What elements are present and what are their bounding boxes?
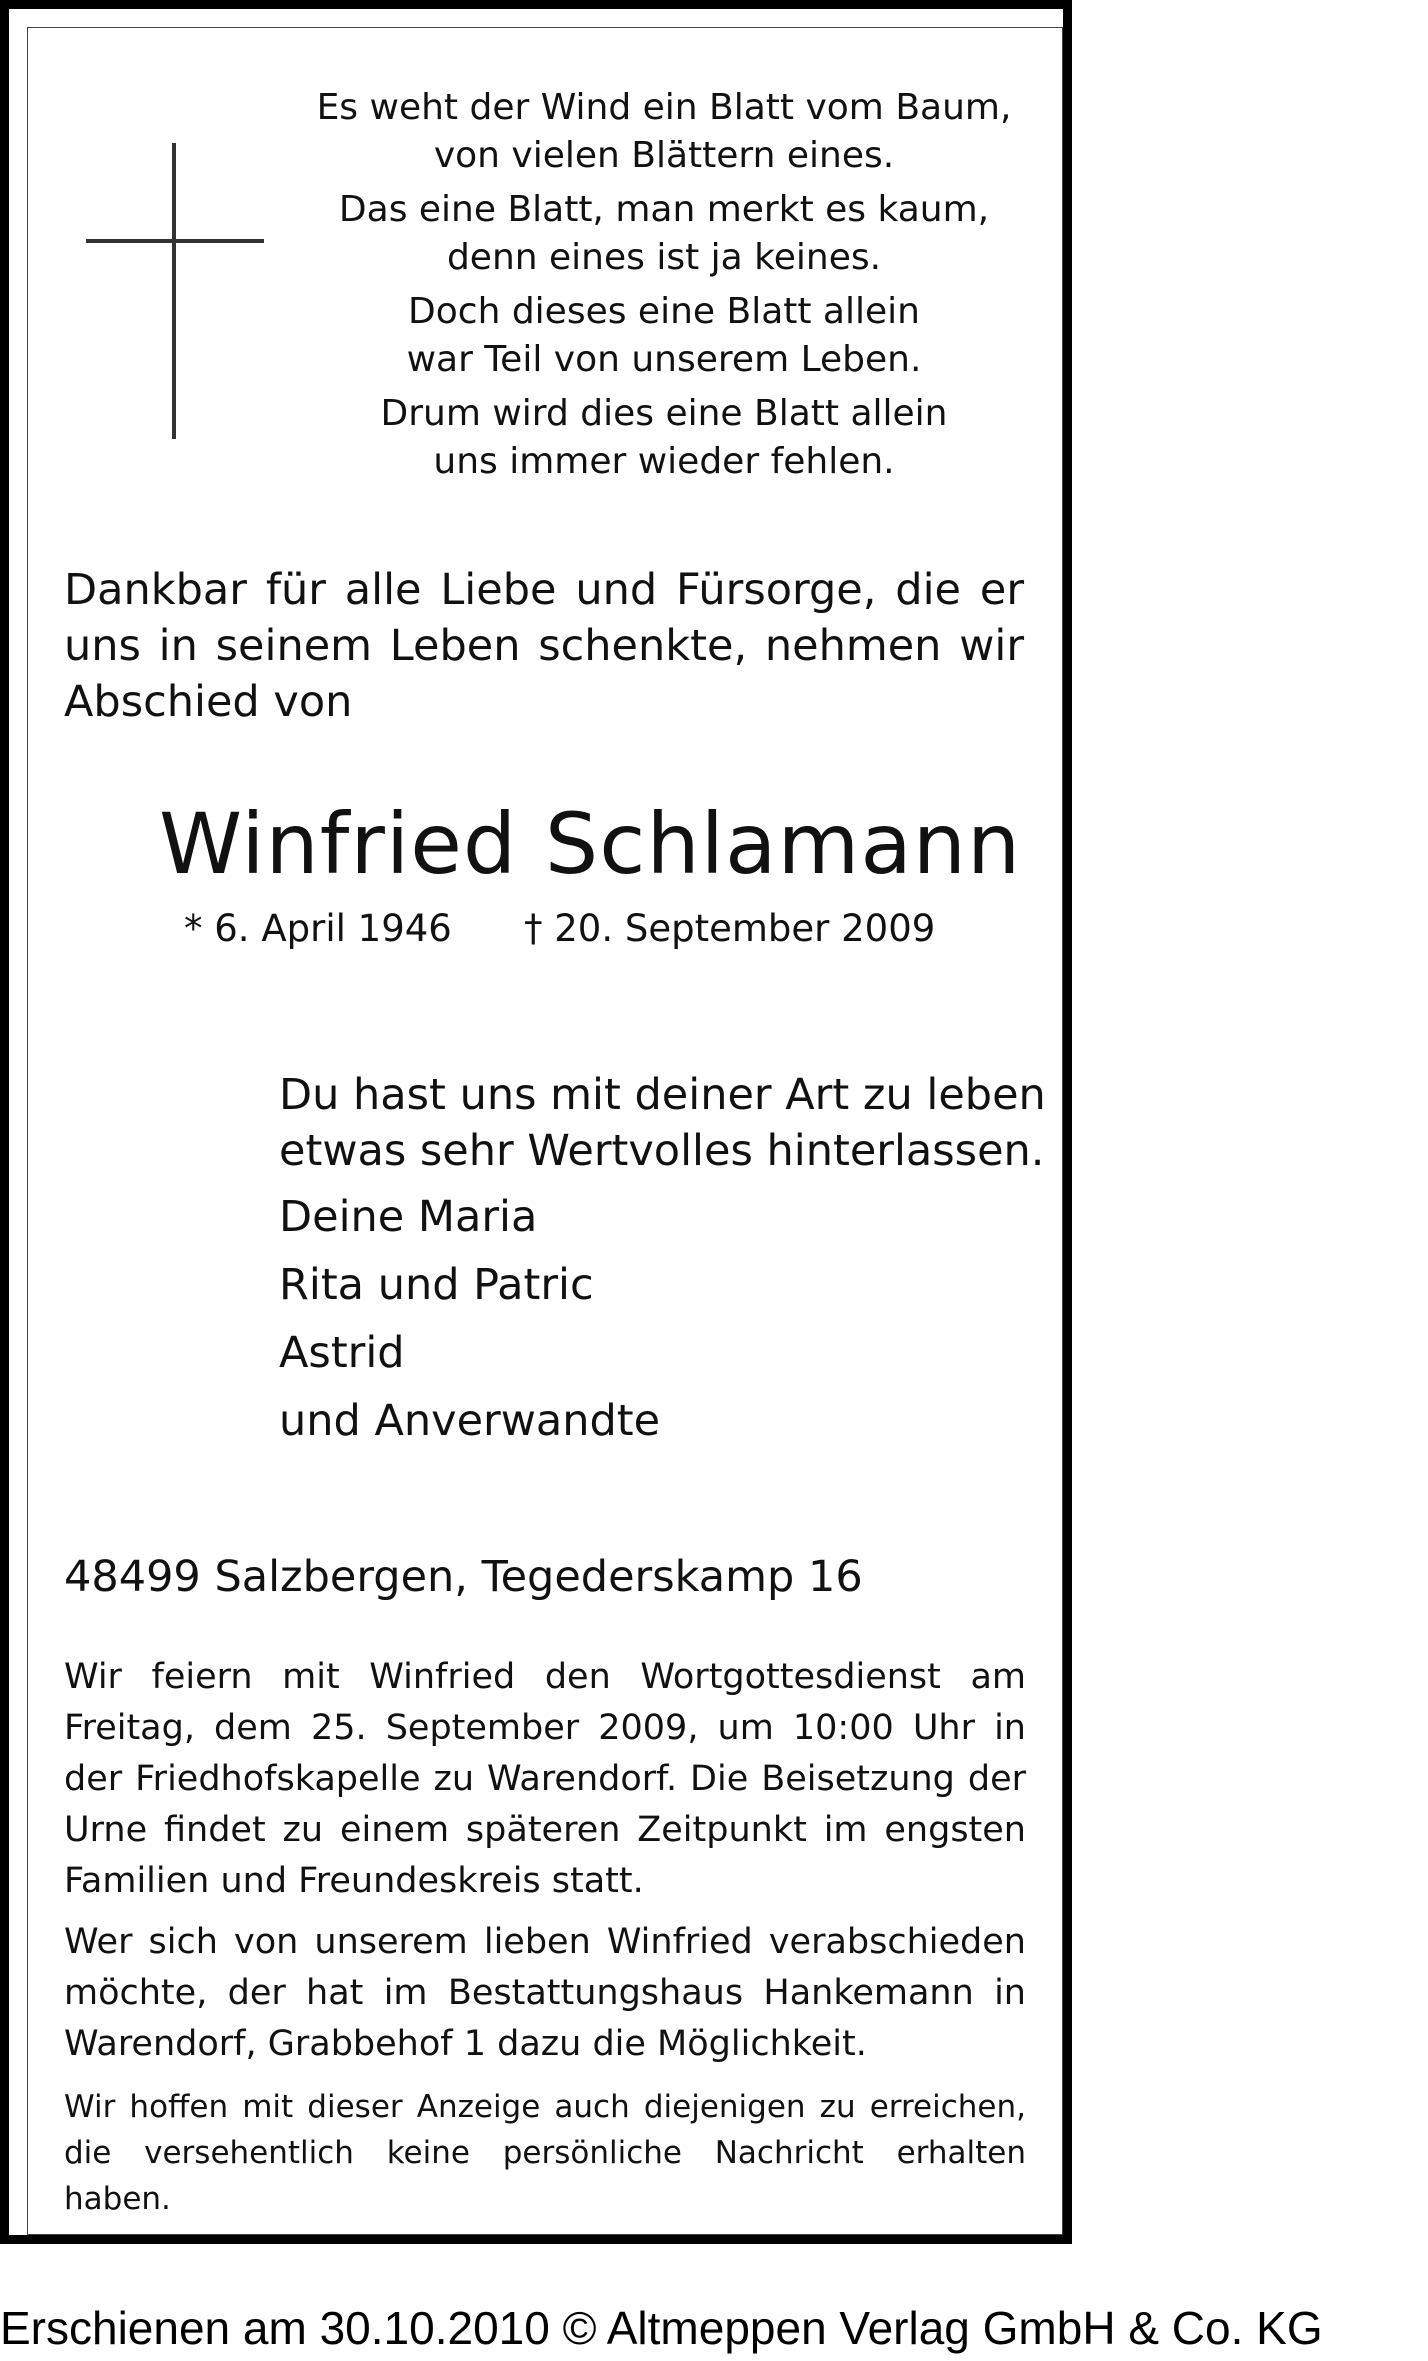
- family-member: Deine Maria: [279, 1192, 538, 1242]
- poem-line: Drum wird dies eine Blatt allein: [380, 393, 948, 434]
- poem-stanza: [299, 390, 1029, 486]
- poem-line: Doch dieses eine Blatt allein: [408, 291, 920, 332]
- farewell-paragraph: Wer sich von unserem lieben Winfried verabschieden möchte, der hat im Bestattungshaus Hankemann in Warendorf, Grabbehof 1 dazu die Möglichkeit.: [64, 1922, 1026, 2064]
- death-date: † 20. September 2009: [524, 907, 936, 950]
- family-block: [279, 1067, 1046, 1455]
- address: 48499 Salzbergen, Tegederskamp 16: [64, 1552, 863, 1602]
- notice-paragraph: Wir hoffen mit dieser Anzeige auch diejenigen zu erreichen, die versehentlich keine persönliche Nachricht erhalten haben.: [64, 2089, 1026, 2217]
- poem-stanza: [299, 288, 1029, 384]
- poem-line: Das eine Blatt, man merkt es kaum,: [338, 189, 990, 230]
- poem-line: uns immer wieder fehlen.: [433, 441, 895, 482]
- poem: [299, 84, 1029, 492]
- deceased-name: Winfried Schlamann: [159, 795, 1022, 893]
- family-quote-line: etwas sehr Wertvolles hinterlassen.: [279, 1126, 1045, 1176]
- poem-stanza: [299, 84, 1029, 180]
- family-member: und Anverwandte: [279, 1396, 661, 1446]
- family-member: Astrid: [279, 1328, 405, 1378]
- family-quote-line: Du hast uns mit deiner Art zu leben: [279, 1070, 1046, 1120]
- cross-vertical-bar: [172, 143, 176, 439]
- family-quote: [279, 1067, 1046, 1179]
- poem-line: Es weht der Wind ein Blatt vom Baum,: [316, 87, 1012, 128]
- life-dates: [184, 904, 1004, 954]
- poem-line: war Teil von unserem Leben.: [406, 339, 922, 380]
- family-member: Rita und Patric: [279, 1260, 594, 1310]
- service-paragraph: Wir feiern mit Winfried den Wortgottesdienst am Freitag, dem 25. September 2009, um 10:00 Uhr in der Friedhofskapelle zu Warendorf. Die Beisetzung der Urne findet zu einem späteren Zeitpunkt im engsten Familien und Freundeskreis statt.: [64, 1657, 1026, 1901]
- birth-date: * 6. April 1946: [184, 907, 452, 950]
- intro-text: Dankbar für alle Liebe und Fürsorge, die er uns in seinem Leben schenkte, nehmen wir Abschied von: [64, 565, 1024, 727]
- publication-footer: Erschienen am 30.10.2010 © Altmeppen Verlag GmbH & Co. KG: [0, 2302, 1323, 2354]
- poem-line: von vielen Blättern eines.: [433, 135, 895, 176]
- poem-stanza: [299, 186, 1029, 282]
- cross-horizontal-bar: [86, 239, 264, 243]
- poem-line: denn eines ist ja keines.: [446, 237, 882, 278]
